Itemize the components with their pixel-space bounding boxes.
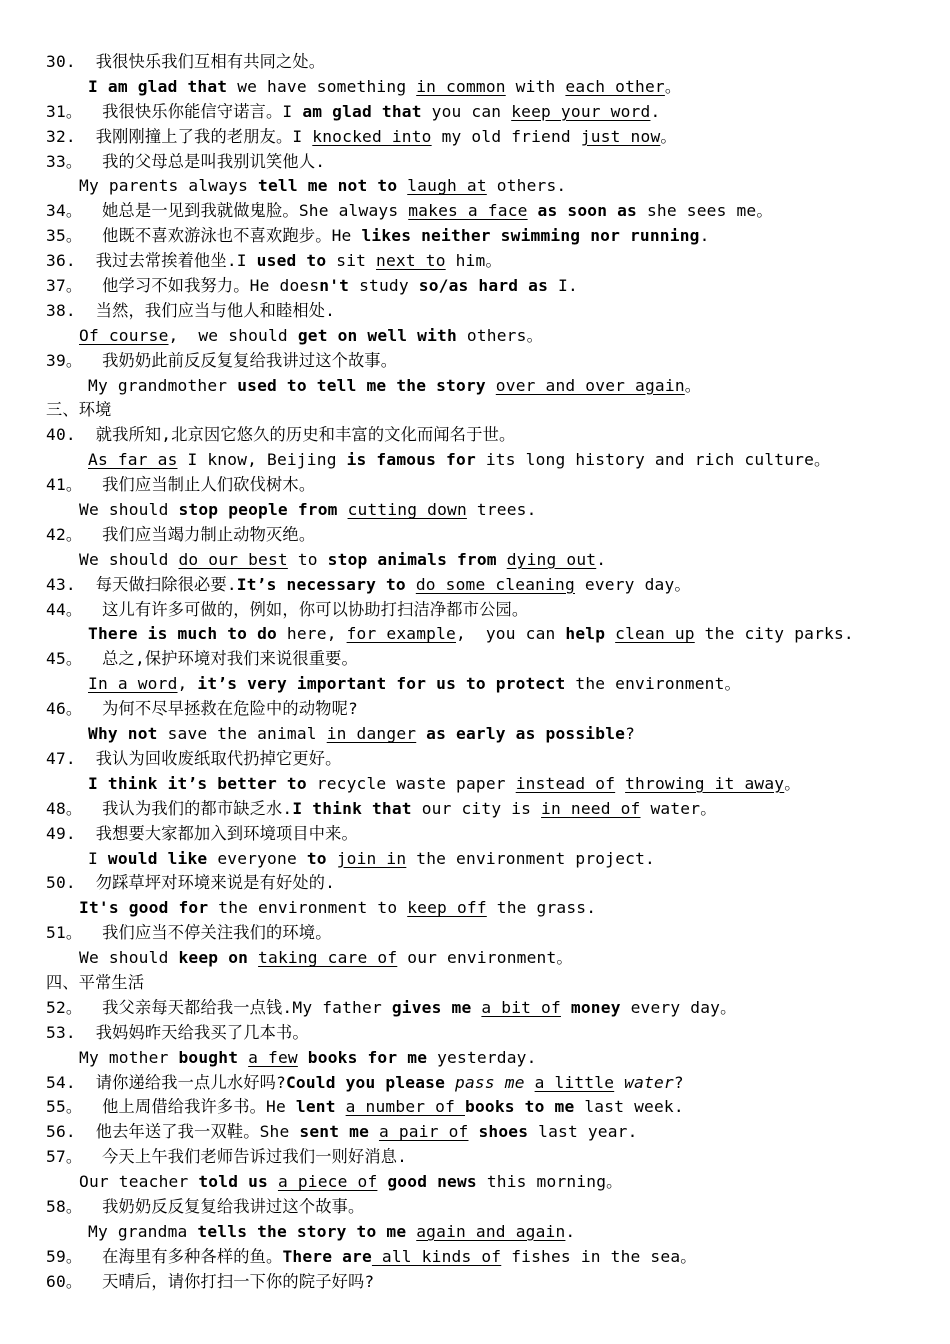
- sentence-line: [46, 100, 936, 125]
- sentence-line: [46, 896, 936, 921]
- underlined-phrase: again and again: [416, 1221, 566, 1241]
- text-segment: 38. 当然，我们应当与他人和睦相处.: [46, 300, 336, 320]
- underlined-phrase: for example: [346, 624, 456, 644]
- text-segment: you can: [421, 101, 512, 121]
- sentence-line: [46, 647, 936, 672]
- text-segment: We should: [79, 549, 179, 569]
- sentence-line: [46, 722, 936, 747]
- text-segment: 三、环境: [46, 400, 112, 420]
- text-segment: trees.: [466, 500, 537, 520]
- text-segment: [486, 376, 496, 395]
- text-segment: its long history and rich culture。: [475, 450, 831, 470]
- sentence-line: [46, 1071, 936, 1096]
- text-segment: 58。 我奶奶反反复复给我讲过这个故事。: [46, 1196, 365, 1216]
- text-segment: 60。 天晴后，请你打扫一下你的院子好吗?: [46, 1271, 375, 1291]
- text-segment: [416, 724, 426, 743]
- text-segment: [248, 948, 258, 967]
- sentence-line: [46, 548, 936, 573]
- bold-phrase: used to tell me the story: [237, 375, 486, 395]
- sentence-line: [46, 747, 936, 772]
- text-segment: 57。 今天上午我们老师告诉过我们一则好消息.: [46, 1147, 408, 1167]
- sentence-line: [46, 797, 936, 822]
- bold-phrase: stop people from: [178, 500, 338, 520]
- bold-phrase: I think that: [292, 798, 412, 818]
- bold-phrase: get on well with: [297, 325, 457, 345]
- text-segment: I know, Beijing: [177, 450, 347, 470]
- text-segment: My grandmother: [88, 375, 238, 395]
- underlined-phrase: in danger: [326, 724, 417, 744]
- text-segment: [614, 1073, 624, 1092]
- sentence-line: [46, 50, 936, 75]
- sentence-line: [46, 1145, 936, 1170]
- text-segment: My mother: [79, 1047, 179, 1067]
- sentence-line: [46, 1120, 936, 1145]
- underlined-phrase: a piece of: [277, 1172, 378, 1192]
- text-segment: 35。 他既不喜欢游泳也不喜欢跑步。He: [46, 226, 362, 246]
- sentence-line: [46, 299, 936, 324]
- text-segment: 52。 我父亲每天都给我一点钱.My father: [46, 997, 392, 1017]
- text-segment: [525, 1073, 535, 1092]
- bold-phrase: am glad that: [302, 101, 422, 121]
- text-segment: 53. 我妈妈昨天给我买了几本书。: [46, 1022, 309, 1042]
- text-segment: 39。 我奶奶此前反反复复给我讲过这个故事。: [46, 350, 398, 370]
- bold-phrase: would like: [107, 848, 208, 868]
- text-segment: ?: [625, 724, 636, 744]
- sentence-line: [46, 1095, 936, 1120]
- underlined-phrase: dying out: [506, 549, 597, 569]
- text-segment: everyone: [207, 848, 307, 868]
- underlined-phrase: knocked into: [312, 126, 432, 146]
- sentence-line: [46, 573, 936, 598]
- underlined-phrase: As far as: [88, 450, 178, 470]
- text-segment: 34。 她总是一见到我就做鬼脸。She always: [46, 201, 409, 221]
- sentence-line: [46, 847, 936, 872]
- underlined-phrase: do some cleaning: [415, 574, 575, 594]
- text-segment: with: [505, 76, 566, 96]
- text-segment: 。: [664, 76, 682, 96]
- bold-phrase: good news: [387, 1172, 477, 1192]
- bold-phrase: There are: [282, 1246, 372, 1266]
- bold-phrase: as early as possible: [426, 724, 626, 744]
- text-segment: our environment。: [397, 948, 573, 968]
- text-segment: 30. 我很快乐我们互相有共同之处。: [46, 52, 326, 71]
- sentence-line: [46, 249, 936, 274]
- sentence-line: [46, 398, 936, 423]
- text-segment: 42。 我们应当竭力制止动物灭绝。: [46, 524, 316, 544]
- bold-phrase: so/as hard as: [418, 276, 549, 296]
- bold-phrase: to: [306, 848, 327, 868]
- sentence-line: [46, 448, 936, 473]
- sentence-line: [46, 1270, 936, 1295]
- sentence-line: [46, 523, 936, 548]
- text-segment: [445, 1073, 455, 1092]
- sentence-line: [46, 125, 936, 150]
- sentence-line: [46, 473, 936, 498]
- bold-phrase: tells the story to me: [197, 1221, 407, 1241]
- text-segment: ,: [177, 674, 198, 694]
- italic-phrase: water: [624, 1072, 674, 1092]
- text-segment: [561, 998, 571, 1017]
- underlined-phrase: in need of: [541, 798, 641, 818]
- text-segment: 。: [784, 773, 801, 793]
- text-segment: 41。 我们应当制止人们砍伐树木。: [46, 475, 316, 495]
- text-segment: the grass.: [486, 898, 597, 918]
- text-segment: [338, 500, 348, 519]
- text-segment: study: [349, 276, 419, 296]
- underlined-phrase: laugh at: [407, 176, 487, 196]
- underlined-phrase: a pair of: [378, 1122, 469, 1142]
- bold-phrase: is famous for: [346, 450, 476, 470]
- text-segment: 33。 我的父母总是叫我别讥笑他人.: [46, 151, 326, 171]
- text-segment: ?: [673, 1072, 684, 1092]
- text-segment: I.: [548, 276, 578, 296]
- sentence-line: [46, 871, 936, 896]
- bold-phrase: keep on: [178, 948, 249, 968]
- sentence-line: [46, 324, 936, 349]
- sentence-line: [46, 622, 936, 647]
- text-segment: 31。 我很快乐你能信守诺言。I: [46, 101, 303, 121]
- sentence-line: [46, 1046, 936, 1071]
- text-segment: yesterday.: [427, 1047, 537, 1067]
- sentence-line: [46, 921, 936, 946]
- text-segment: last year.: [528, 1122, 638, 1142]
- text-segment: , we should: [168, 325, 298, 345]
- bold-phrase: lent: [295, 1097, 336, 1117]
- text-segment: 。: [684, 375, 702, 395]
- text-segment: the city parks.: [694, 624, 854, 644]
- sentence-line: [46, 374, 936, 399]
- sentence-line: [46, 946, 936, 971]
- sentence-line: [46, 349, 936, 374]
- sentence-line: [46, 224, 936, 249]
- text-segment: Our teacher: [79, 1172, 199, 1192]
- sentence-line: [46, 150, 936, 175]
- sentence-line: [46, 971, 936, 996]
- bold-phrase: I think it’s better to: [88, 773, 307, 793]
- text-segment: save the animal: [157, 724, 327, 744]
- text-segment: 45。 总之,保护环境对我们来说很重要。: [46, 649, 358, 669]
- underlined-phrase: do our best: [178, 549, 288, 569]
- bold-phrase: books to me: [465, 1097, 575, 1117]
- text-segment: [336, 1097, 346, 1116]
- bold-phrase: Could you please: [285, 1072, 446, 1092]
- underlined-phrase: each other: [565, 76, 665, 96]
- text-segment: our city is: [411, 798, 542, 818]
- text-segment: [268, 1172, 278, 1191]
- sentence-line: [46, 822, 936, 847]
- text-segment: 56. 他去年送了我一双鞋。She: [46, 1122, 300, 1142]
- text-segment: .: [596, 549, 607, 569]
- sentence-line: [46, 697, 936, 722]
- sentence-line: [46, 1021, 936, 1046]
- bold-phrase: help: [565, 624, 606, 644]
- text-segment: 54. 请你递给我一点儿水好吗?: [46, 1072, 286, 1092]
- sentence-line: [46, 1245, 936, 1270]
- underlined-phrase: In a word: [88, 674, 178, 694]
- text-segment: last week.: [574, 1097, 684, 1117]
- bold-phrase: books for me: [307, 1047, 428, 1067]
- text-segment: others.: [486, 176, 567, 196]
- sentence-line: [46, 199, 936, 224]
- text-segment: fishes in the sea。: [501, 1246, 697, 1266]
- sentence-line: [46, 996, 936, 1021]
- bold-phrase: told us: [198, 1172, 268, 1192]
- text-segment: recycle waste paper: [306, 773, 516, 793]
- text-segment: him。: [445, 251, 502, 271]
- text-segment: [238, 1048, 248, 1067]
- text-segment: [497, 550, 507, 569]
- text-segment: .: [650, 101, 661, 121]
- underlined-phrase: cutting down: [347, 500, 467, 520]
- underlined-phrase: in common: [416, 76, 506, 96]
- text-segment: [397, 176, 407, 195]
- underlined-phrase: Of course: [79, 325, 169, 345]
- text-segment: [377, 1172, 387, 1191]
- underlined-phrase: taking care of: [258, 948, 398, 968]
- text-segment: [406, 575, 416, 594]
- bold-phrase: n't: [319, 276, 350, 296]
- text-segment: 51。 我们应当不停关注我们的环境。: [46, 923, 332, 943]
- sentence-line: [46, 598, 936, 623]
- text-segment: this morning。: [476, 1172, 623, 1192]
- text-segment: My grandma: [88, 1221, 198, 1241]
- text-segment: 37。 他学习不如我努力。He does: [46, 276, 320, 296]
- text-segment: 59。 在海里有多种各样的鱼。: [46, 1246, 283, 1266]
- text-segment: my old friend: [431, 126, 581, 146]
- text-segment: I: [88, 848, 108, 868]
- bold-phrase: it’s very important for us to protect: [197, 674, 566, 694]
- text-segment: every day。: [574, 574, 691, 594]
- text-segment: sit: [326, 251, 377, 271]
- document-page: [46, 50, 936, 1295]
- underlined-phrase: just now: [580, 126, 661, 146]
- text-segment: [406, 1222, 416, 1241]
- underlined-phrase: a number of: [345, 1097, 465, 1117]
- bold-phrase: shoes: [478, 1122, 529, 1142]
- bold-phrase: money: [570, 997, 621, 1017]
- underlined-phrase: instead of: [515, 773, 616, 793]
- underlined-phrase: clean up: [615, 624, 695, 644]
- bold-phrase: bought: [178, 1047, 239, 1067]
- text-segment: 32. 我刚刚撞上了我的老朋友。I: [46, 126, 313, 146]
- text-segment: 44。 这儿有许多可做的，例如，你可以协助打扫洁净都市公园。: [46, 599, 529, 619]
- text-segment: 四、平常生活: [46, 972, 145, 992]
- bold-phrase: It’s necessary to: [236, 574, 406, 594]
- bold-phrase: I am glad that: [88, 76, 228, 96]
- text-segment: [327, 849, 337, 868]
- bold-phrase: as soon as: [537, 201, 638, 221]
- text-segment: the environment。: [565, 674, 741, 694]
- text-segment: 43. 每天做扫除很必要.: [46, 574, 237, 594]
- text-segment: , you can: [456, 624, 566, 644]
- text-segment: [528, 201, 538, 220]
- bold-phrase: stop animals from: [327, 549, 497, 569]
- underlined-phrase: a few: [248, 1047, 298, 1067]
- text-segment: water。: [640, 798, 717, 818]
- underlined-phrase: makes a face: [408, 201, 528, 221]
- bold-phrase: tell me not to: [258, 176, 398, 196]
- sentence-line: [46, 75, 936, 100]
- text-segment: 55。 他上周借给我许多书。He: [46, 1097, 296, 1117]
- bold-phrase: sent me: [299, 1122, 370, 1142]
- italic-phrase: pass me: [455, 1072, 525, 1092]
- sentence-line: [46, 672, 936, 697]
- text-segment: 36. 我过去常挨着他坐.I: [46, 251, 257, 271]
- text-segment: 49. 我想要大家都加入到环境项目中来。: [46, 823, 358, 843]
- text-segment: [471, 998, 481, 1017]
- underlined-phrase: throwing it away: [625, 773, 785, 793]
- text-segment: to: [287, 549, 328, 569]
- bold-phrase: gives me: [391, 997, 472, 1017]
- underlined-phrase: join in: [336, 848, 407, 868]
- text-segment: the environment project.: [406, 848, 655, 868]
- text-segment: 40. 就我所知,北京因它悠久的历史和丰富的文化而闻名于世。: [46, 425, 516, 445]
- sentence-line: [46, 1220, 936, 1245]
- text-segment: 。: [660, 126, 677, 146]
- text-segment: [298, 1048, 308, 1067]
- text-segment: [468, 1122, 478, 1141]
- text-segment: .: [699, 226, 710, 246]
- text-segment: [369, 1122, 379, 1141]
- sentence-line: [46, 274, 936, 299]
- sentence-line: [46, 772, 936, 797]
- bold-phrase: used to: [256, 251, 327, 271]
- bold-phrase: Why not: [88, 724, 158, 744]
- bold-phrase: It's good for: [79, 898, 209, 918]
- sentence-line: [46, 498, 936, 523]
- sentence-line: [46, 423, 936, 448]
- text-segment: 46。 为何不尽早拯救在危险中的动物呢?: [46, 699, 358, 719]
- text-segment: [605, 624, 615, 643]
- underlined-phrase: a bit of: [481, 997, 561, 1017]
- sentence-line: [46, 1195, 936, 1220]
- underlined-phrase: keep off: [407, 898, 487, 918]
- text-segment: others。: [456, 325, 543, 345]
- underlined-phrase: a little: [534, 1072, 615, 1092]
- text-segment: she sees me。: [637, 201, 773, 221]
- bold-phrase: There is much to do: [88, 624, 277, 644]
- text-segment: 50. 勿踩草坪对环境来说是有好处的.: [46, 873, 336, 893]
- sentence-line: [46, 174, 936, 199]
- text-segment: 48。 我认为我们的都市缺乏水.: [46, 798, 293, 818]
- text-segment: [615, 774, 625, 793]
- text-segment: We should: [79, 948, 179, 968]
- text-segment: 47. 我认为回收废纸取代扔掉它更好。: [46, 748, 342, 768]
- text-segment: My parents always: [79, 176, 259, 196]
- text-segment: We should: [79, 500, 179, 520]
- underlined-phrase: all kinds of: [371, 1246, 502, 1266]
- underlined-phrase: over and over again: [495, 375, 685, 395]
- text-segment: .: [565, 1221, 576, 1241]
- sentence-line: [46, 1170, 936, 1195]
- text-segment: the environment to: [208, 898, 408, 918]
- text-segment: every day。: [620, 997, 737, 1017]
- underlined-phrase: keep your word: [511, 101, 651, 121]
- text-segment: we have something: [227, 76, 417, 96]
- bold-phrase: likes neither swimming nor running: [361, 226, 700, 246]
- text-segment: here,: [276, 624, 347, 644]
- underlined-phrase: next to: [376, 251, 446, 271]
